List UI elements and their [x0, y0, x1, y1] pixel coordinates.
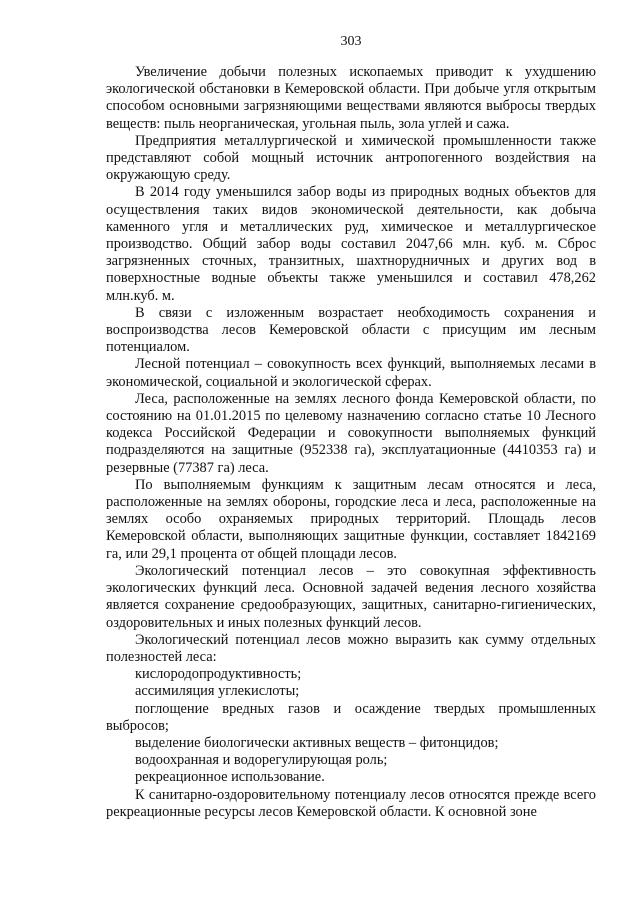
paragraph: В 2014 году уменьшился забор воды из природных водных объектов для осуществления таких видов экономической деятельности, как добыча каменного угля и металлических руд, химическое и металлургическое производство. Общий забор воды составил 2047,66 млн. куб. м. Сброс загрязненных сточных, транзитных, шахтнорудничных и других вод в поверхностные водные объекты также уменьшился и составил 478,262 млн.куб. м.	[106, 184, 596, 304]
paragraph: Леса, расположенные на землях лесного фонда Кемеровской области, по состоянию на 01.01.2015 по целевому назначению согласно статье 10 Лесного кодекса Российской Федерации и совокупности выполняемых функций подразделяются на защитные (952338 га), эксплуатационные (4410353 га) и резервные (77387 га) леса.	[106, 390, 596, 476]
list-item: выделение биологически активных веществ – фитонцидов;	[135, 734, 499, 751]
paragraph: Экологический потенциал лесов – это совокупная эффективность экологических функций леса. Основной задачей ведения лесного хозяйства является сохранение средообразующих, защитных, санитарно-гигиенических, оздоровительных и иных полезных функций лесов.	[106, 562, 596, 631]
paragraph: Увеличение добычи полезных ископаемых приводит к ухудшению экологической обстановки в Кемеровской области. При добыче угля открытым способом основными загрязняющими веществами являются выбросы твердых веществ: пыль неорганическая, угольная пыль, зола углей и сажа.	[106, 64, 596, 132]
paragraph: Предприятия металлургической и химической промышленности также представляют собой мощный источник антропогенного воздействия на окружающую среду.	[106, 132, 596, 184]
list-item: водоохранная и водорегулирующая роль;	[135, 752, 388, 769]
paragraph: К санитарно-оздоровительному потенциалу лесов относятся прежде всего рекреационные ресурсы лесов Кемеровской области. К основной зоне	[106, 786, 596, 820]
list-item: кислородопродуктивность;	[135, 666, 302, 683]
list-item: ассимиляция углекислоты;	[135, 683, 300, 700]
paragraph: Лесной потенциал – совокупность всех функций, выполняемых лесами в экономической, социальной и экологической сферах.	[106, 356, 596, 390]
list-item: рекреационное использование.	[135, 769, 325, 786]
paragraph: По выполняемым функциям к защитным лесам относятся и леса, расположенные на землях обороны, городские леса и леса, расположенные на землях особо охраняемых природных территорий. Площадь лесов Кемеровской области, выполняющих защитные функции, составляет 1842169 га, или 29,1 процента от общей площади лесов.	[106, 476, 596, 562]
body-text	[106, 64, 596, 821]
paragraph: Экологический потенциал лесов можно выразить как сумму отдельных полезностей леса:	[106, 631, 596, 665]
list-item: поглощение вредных газов и осаждение твердых промышленных выбросов;	[106, 700, 596, 734]
paragraph: В связи с изложенным возрастает необходимость сохранения и воспроизводства лесов Кемеровской области с присущим им лесным потенциалом.	[106, 304, 596, 356]
page-number: 303	[340, 34, 362, 49]
